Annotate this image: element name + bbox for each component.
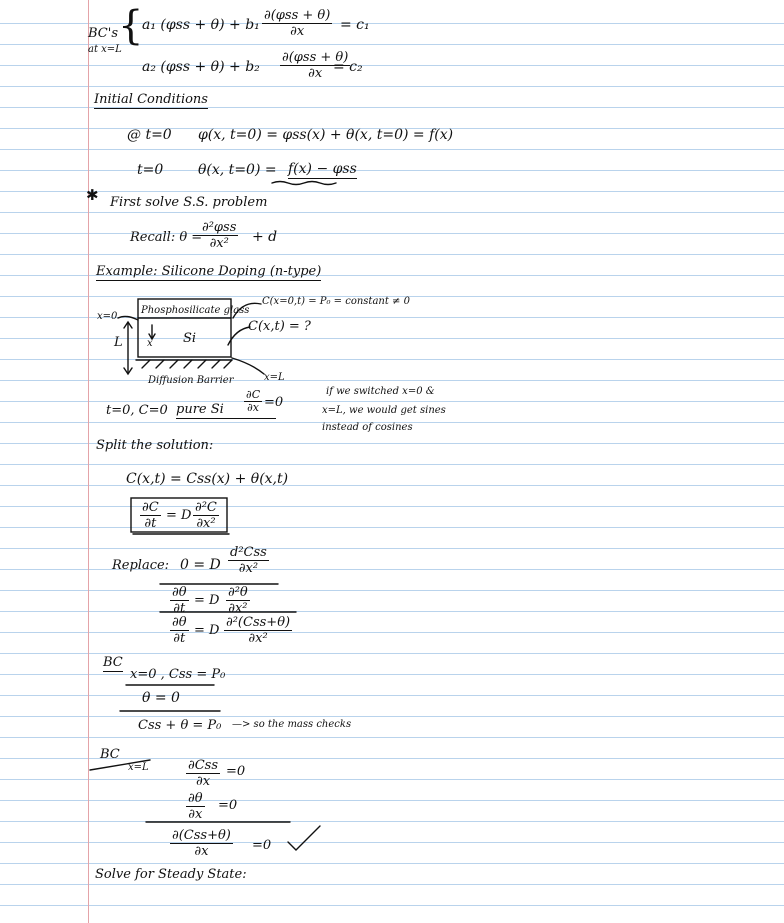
bc1-label: BC <box>103 655 123 670</box>
recall-den: ∂x² <box>209 236 229 251</box>
box-rhs-frac <box>193 500 219 531</box>
split-heading: Split the solution: <box>96 438 214 453</box>
bc1-cond: x=0 , Css = P₀ <box>130 667 226 682</box>
bc-line1-den: ∂x <box>290 24 305 39</box>
replace-label: Replace: <box>112 558 170 573</box>
side-note-3: instead of cosines <box>322 422 413 433</box>
c-mid-label: C(x,t) = ? <box>248 319 311 334</box>
bc2-d3-frac <box>170 828 233 859</box>
replace-eq2-lhs <box>170 585 189 616</box>
c-top-label: C(x=0,t) = P₀ = constant ≠ 0 <box>262 296 410 307</box>
glass-label: Phosphosilicate glass <box>141 305 250 316</box>
x0-label: x=0 <box>97 311 118 322</box>
bc-line2-num: ∂(φss + θ) <box>282 50 349 65</box>
bc-line1-num: ∂(φss + θ) <box>264 8 331 23</box>
recall-tail: + d <box>252 229 278 245</box>
initial-heading: Initial Conditions <box>94 92 208 107</box>
bc-line1-a: a₁ (φss + θ) + b₁ <box>142 17 260 33</box>
replace-eq2-lhs-den: ∂t <box>173 601 186 616</box>
ic-row1-left: @ t=0 <box>127 127 172 143</box>
box-mid: = D <box>166 508 192 523</box>
bc2-d2-frac <box>186 791 205 822</box>
replace-eq2-frac <box>226 585 250 616</box>
bc-line1-frac <box>262 8 332 39</box>
bc2-d3-num: ∂(Css+θ) <box>172 828 231 843</box>
bc2-d1-num: ∂Css <box>188 758 219 773</box>
ic-row2-left: t=0 <box>137 162 164 178</box>
box-lhs-num: ∂C <box>142 500 159 515</box>
box-lhs-frac <box>140 500 161 531</box>
box-lhs-den: ∂t <box>144 516 157 531</box>
bc2-d2-num: ∂θ <box>188 791 203 806</box>
recall-label: Recall: θ = <box>130 230 203 245</box>
barrier-label: Diffusion Barrier <box>148 375 234 386</box>
replace-eq3-lhs-num: ∂θ <box>172 615 187 630</box>
replace-eq1-frac <box>228 545 269 576</box>
recall-num: ∂²φss <box>202 220 237 235</box>
replace-eq3-mid: = D <box>194 623 220 638</box>
example-heading: Example: Silicone Doping (n-type) <box>96 264 322 279</box>
bc2-d3-rhs: =0 <box>252 838 272 853</box>
bc2-d1-rhs: =0 <box>226 764 246 779</box>
bc-at-label: at x=L <box>88 44 122 55</box>
bc2-d1-den: ∂x <box>195 774 211 789</box>
dc-dx-num: ∂C <box>246 388 261 401</box>
split-eq: C(x,t) = Css(x) + θ(x,t) <box>126 471 289 487</box>
replace-eq1-num: d²Css <box>230 545 267 560</box>
bc2-d3-den: ∂x <box>194 844 209 859</box>
star-icon: ✱ <box>86 186 99 204</box>
bc-label: BC's <box>88 26 118 41</box>
left-brace: { <box>118 3 144 49</box>
bc2-label: BC <box>100 747 120 762</box>
replace-eq3-den: ∂x² <box>248 631 268 646</box>
bc2-d2-rhs: =0 <box>218 798 238 813</box>
replace-eq3-frac <box>224 615 292 646</box>
replace-eq2-lhs-num: ∂θ <box>172 585 187 600</box>
bc2-cond: x=L <box>128 762 149 773</box>
x-axis-label: x <box>147 338 153 349</box>
t0-label: t=0, C=0 <box>106 403 168 418</box>
box-rhs-num: ∂²C <box>195 500 217 515</box>
bc-line2-rhs: = c₂ <box>333 59 363 75</box>
side-note-1: if we switched x=0 & <box>326 386 435 397</box>
bc1-theta: θ = 0 <box>142 690 180 706</box>
L-label: L <box>114 335 123 350</box>
replace-eq1-den: ∂x² <box>238 561 259 576</box>
dc-dx-rhs: =0 <box>264 395 284 410</box>
replace-eq2-mid: = D <box>194 593 220 608</box>
dc-dx-frac <box>244 389 262 414</box>
bc1-note: —> so the mass checks <box>232 719 352 730</box>
replace-eq2-num: ∂²θ <box>228 585 248 600</box>
bc-line2-a: a₂ (φss + θ) + b₂ <box>142 59 260 75</box>
replace-eq3-num: ∂²(Css+θ) <box>226 615 291 630</box>
bc-line1-rhs: = c₁ <box>340 17 370 33</box>
side-note-2: x=L, we would get sines <box>322 405 446 416</box>
si-label: Si <box>183 331 197 346</box>
bc2-d1-frac <box>186 758 220 789</box>
bc-line2-den: ∂x <box>308 66 323 81</box>
box-rhs-den: ∂x² <box>196 516 216 531</box>
recall-frac <box>200 220 238 251</box>
bc1-sum: Css + θ = P₀ <box>138 718 222 733</box>
replace-eq1-lhs: 0 = D <box>180 557 221 573</box>
ic-row2-right: f(x) − φss <box>288 161 357 177</box>
dc-dx-den: ∂x <box>247 401 259 414</box>
xL-label: x=L <box>264 372 285 383</box>
margin-line <box>88 0 89 923</box>
replace-eq3-lhs <box>170 615 189 646</box>
replace-eq3-lhs-den: ∂t <box>173 631 186 646</box>
replace-eq2-den: ∂x² <box>228 601 248 616</box>
bc2-d2-den: ∂x <box>188 807 203 822</box>
ic-row2-mid: θ(x, t=0) = <box>198 162 277 178</box>
first-solve-text: First solve S.S. problem <box>110 195 268 210</box>
pure-si-label: pure Si <box>176 402 276 419</box>
ic-row1-right: φ(x, t=0) = φss(x) + θ(x, t=0) = f(x) <box>198 127 454 143</box>
solve-text: Solve for Steady State: <box>95 867 247 882</box>
